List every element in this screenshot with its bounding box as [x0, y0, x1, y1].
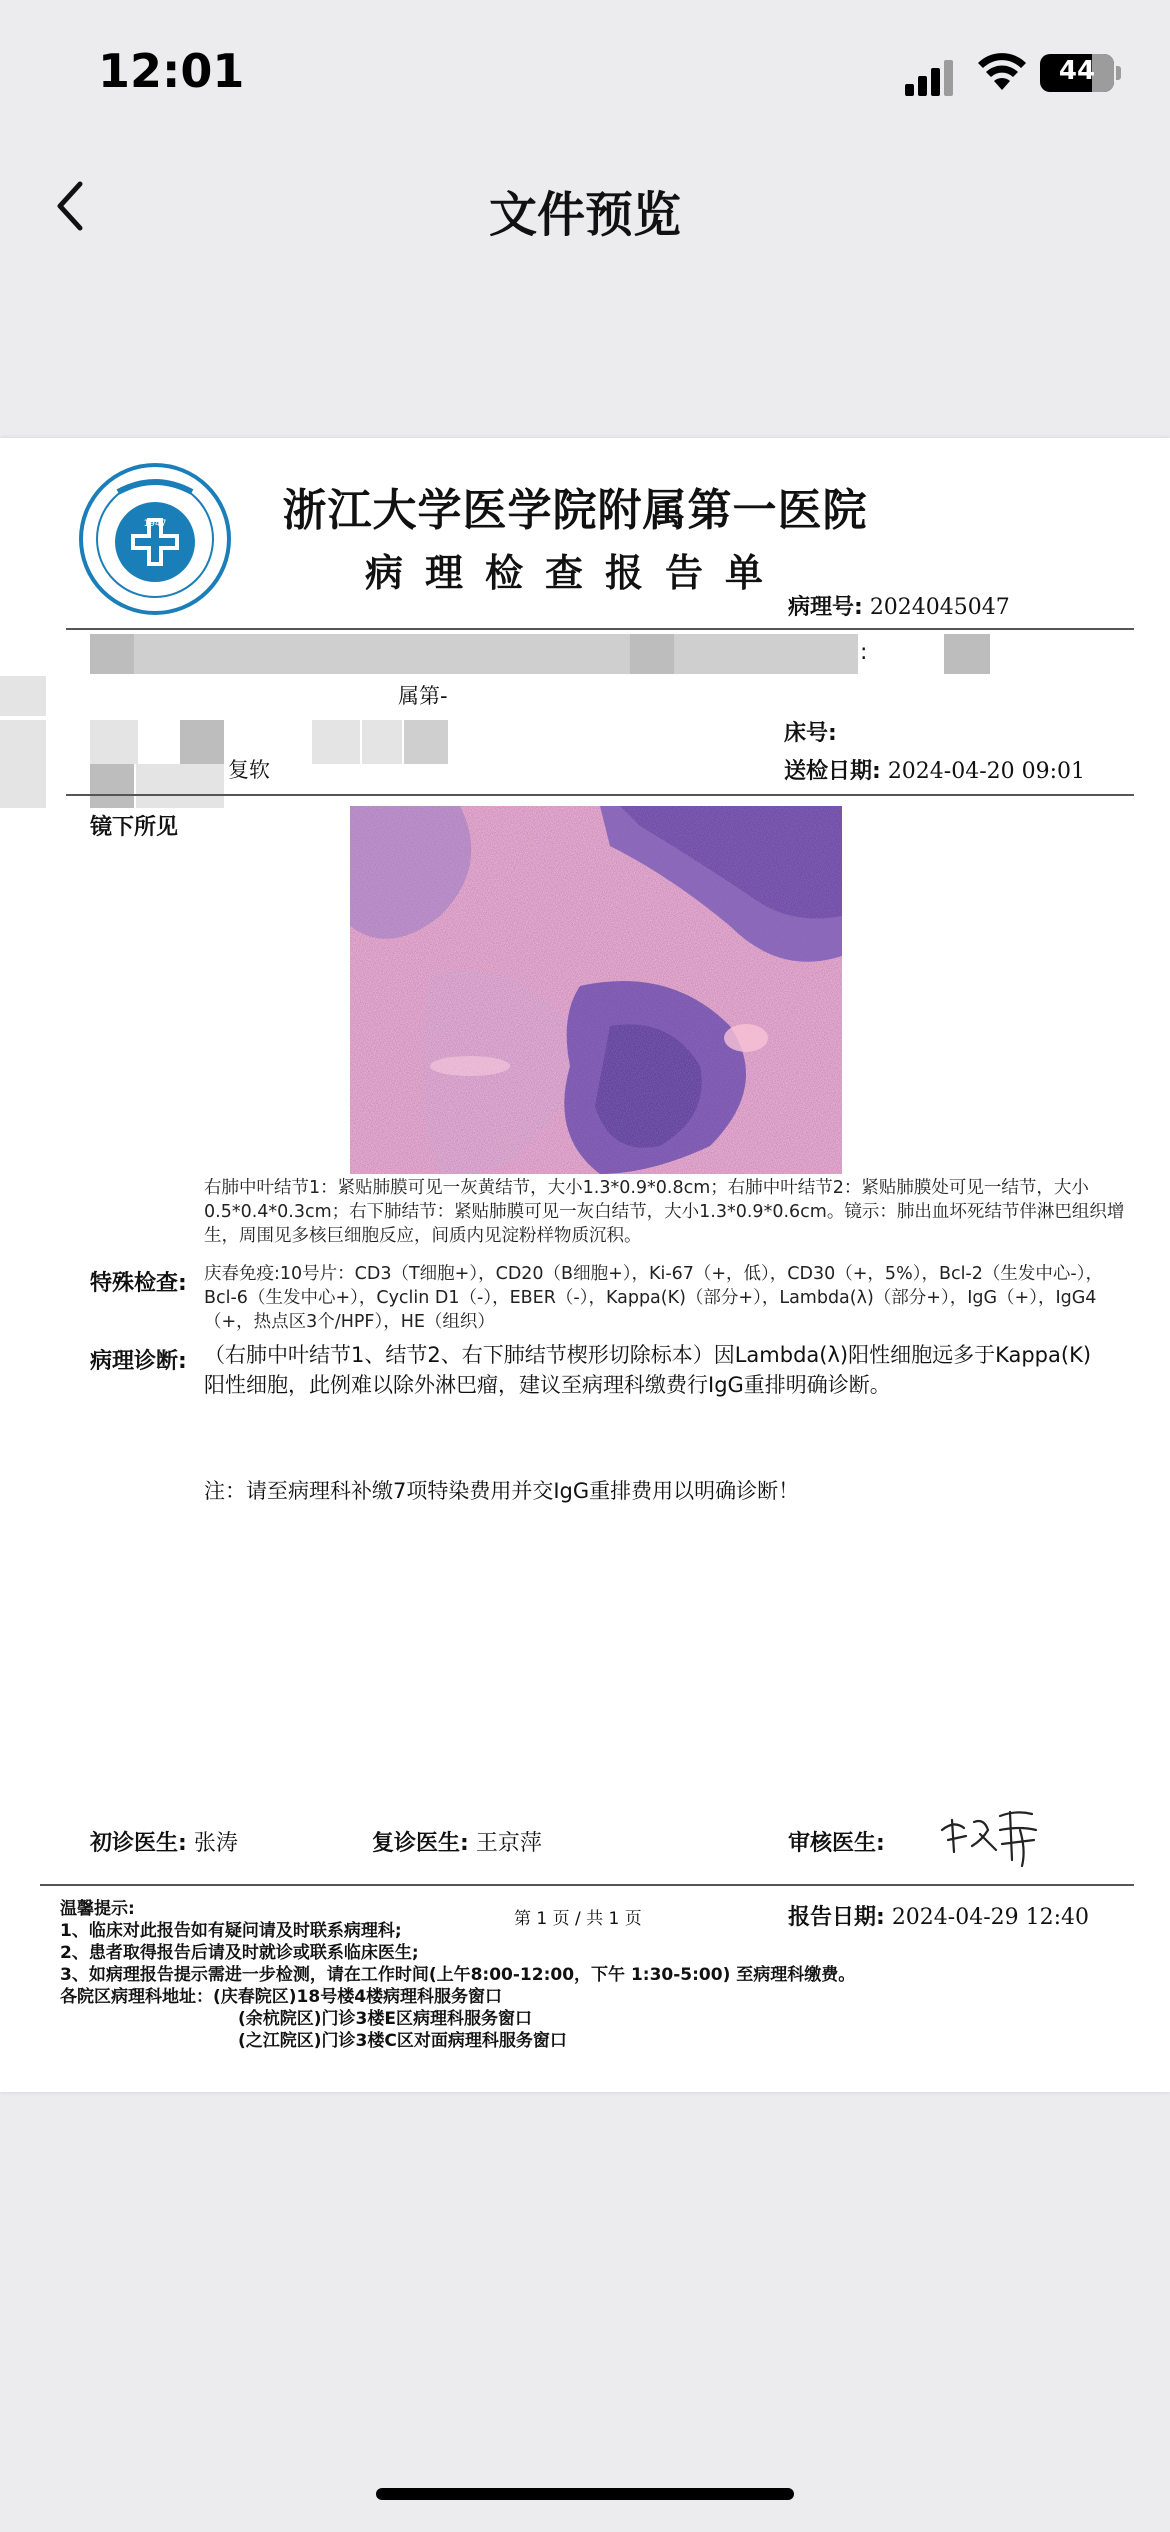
report-date: [788, 1900, 1089, 1931]
report-date-label: 报告日期:: [788, 1905, 885, 1930]
tip-line: 3、如病理报告提示需进一步检测，请在工作时间(上午8:00-12:00，下午 1:30-5:00) 至病理科缴费。: [60, 1965, 856, 1985]
redacted-block: [90, 720, 138, 764]
tips-title: 温馨提示:: [60, 1899, 135, 1919]
redacted-block: [0, 676, 46, 716]
tip-line: 1、临床对此报告如有疑问请及时联系病理科;: [60, 1921, 402, 1941]
pathology-number: [788, 590, 1010, 621]
tip-line: 各院区病理科地址：(庆春院区)18号楼4楼病理科服务窗口: [60, 1987, 503, 2007]
review-doctor-label: 复诊医生:: [372, 1831, 469, 1856]
redacted-block: [136, 764, 224, 808]
battery-icon: [1040, 54, 1114, 92]
bed-number: [784, 716, 837, 747]
initial-doctor-label: 初诊医生:: [90, 1831, 187, 1856]
review-doctor-name: 王京萍: [475, 1831, 542, 1856]
redacted-block: [90, 764, 134, 808]
home-indicator[interactable]: [376, 2488, 794, 2500]
special-exam-label: 特殊检查:: [90, 1271, 187, 1296]
tip-line: (余杭院区)门诊3楼E区病理科服务窗口: [238, 2009, 532, 2029]
header-divider: [66, 628, 1134, 630]
colon-text: :: [860, 640, 868, 665]
cellular-signal-icon: [905, 56, 957, 96]
diagnosis-label: 病理诊断:: [90, 1349, 187, 1374]
info-divider: [66, 794, 1134, 796]
redacted-block: [404, 720, 448, 764]
pathology-no-value: 2024045047: [869, 595, 1010, 620]
redacted-block: [180, 720, 224, 764]
audit-doctor-label: 审核医生:: [788, 1831, 885, 1856]
page-info: 第 1 页 / 共 1 页: [514, 1909, 642, 1929]
tip-line: 2、患者取得报告后请及时就诊或联系临床医生;: [60, 1943, 419, 1963]
redacted-block: [944, 634, 990, 674]
signature-image: [936, 1800, 1052, 1870]
initial-doctor-name: 张涛: [193, 1831, 238, 1856]
submit-date: [784, 754, 1085, 785]
gross-description: 右肺中叶结节1：紧贴肺膜可见一灰黄结节，大小1.3*0.9*0.8cm；右肺中叶结节2：紧贴肺膜处可见一结节，大小0.5*0.4*0.3cm；右下肺结节：紧贴肺膜可见一灰白结节，大小1.3*0.9*0.6cm。镜示：肺出血坏死结节伴淋巴组织增生，周围见多核巨细胞反应，间质内见淀粉样物质沉积。: [204, 1178, 1125, 1246]
redacted-block: [90, 634, 858, 674]
partial-text: 属第-: [398, 684, 448, 708]
redacted-block: [312, 720, 360, 764]
note-text: 注：请至病理科补缴7项特染费用并交IgG重排费用以明确诊断！: [204, 1479, 800, 1503]
review-doctor: [372, 1826, 542, 1857]
submit-date-value: 2024-04-20 09:01: [887, 759, 1086, 784]
bed-label: 床号:: [784, 721, 837, 746]
wifi-icon: [976, 52, 1028, 92]
partial-text: 复软: [228, 758, 270, 782]
hospital-name: 浙江大学医学院附属第一医院: [282, 485, 868, 536]
report-title: 病理检查报告单: [364, 551, 785, 595]
diagnosis-text: （右肺中叶结节1、结节2、右下肺结节楔形切除标本）因Lambda(λ)阳性细胞远多于Kappa(K)阳性细胞，此例难以除外淋巴瘤，建议至病理科缴费行IgG重排明确诊断。: [204, 1343, 1092, 1397]
report-date-value: 2024-04-29 12:40: [891, 1905, 1090, 1930]
battery-cap: [1116, 66, 1121, 80]
audit-doctor: [788, 1826, 885, 1857]
microscopy-image: [350, 806, 842, 1174]
pathology-no-label: 病理号:: [788, 595, 863, 620]
footer-divider: [40, 1884, 1134, 1886]
initial-doctor: [90, 1826, 238, 1857]
redacted-block: [0, 720, 46, 764]
status-time: 12:01: [98, 44, 245, 98]
hospital-logo-icon: [78, 462, 232, 616]
submit-date-label: 送检日期:: [784, 759, 881, 784]
microscope-label: 镜下所见: [90, 815, 179, 840]
redacted-block: [0, 764, 46, 808]
battery-level: 44: [1058, 56, 1096, 86]
svg-text:1947: 1947: [143, 519, 167, 529]
tip-line: (之江院区)门诊3楼C区对面病理科服务窗口: [238, 2031, 567, 2051]
page-title: 文件预览: [488, 187, 681, 243]
status-bar: [0, 0, 1170, 150]
redacted-block: [362, 720, 402, 764]
redacted-block: [630, 634, 674, 674]
special-exam-text: 庆春免疫:10号片：CD3（T细胞+），CD20（B细胞+），Ki-67（+，低），CD30（+，5%），Bcl-2（生发中心-），Bcl-6（生发中心+），Cyclin D1（-），EBER（-），Kappa(K)（部分+），Lambda(λ)（部分+），IgG（+），IgG4（+，热点区3个/HPF），HE（组织）: [204, 1264, 1103, 1332]
redacted-block: [90, 634, 134, 674]
